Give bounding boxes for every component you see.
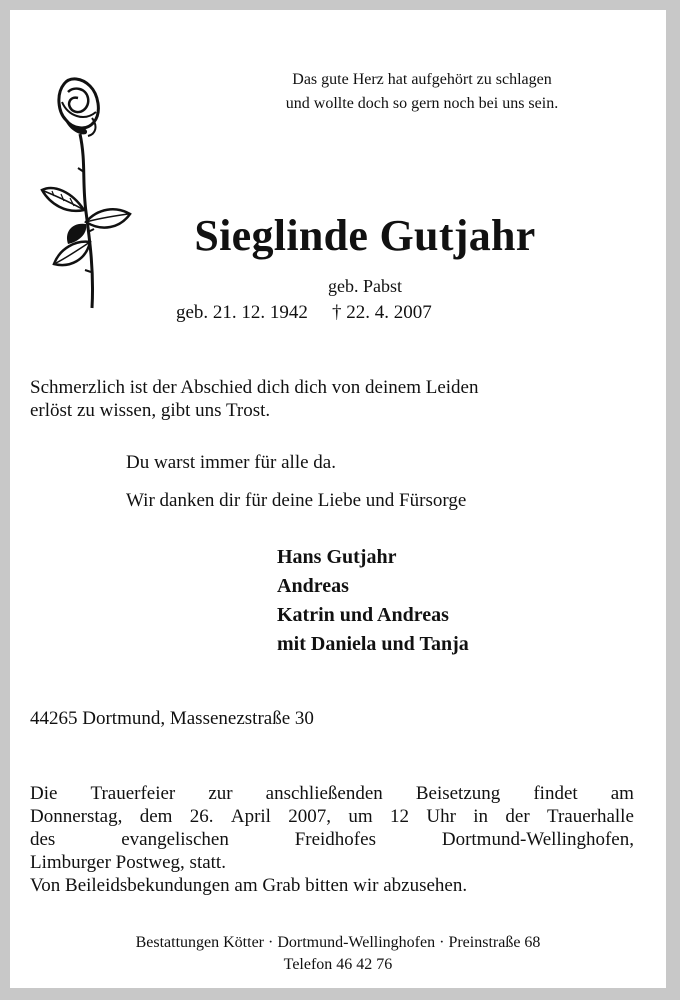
service-word: Trauerhalle [547,806,634,827]
farewell-line: Schmerzlich ist der Abschied dich dich von deinem Leiden [30,377,479,398]
life-dates [176,302,432,324]
motto-line: und wollte doch so gern noch bei uns sein. [285,95,559,112]
service-word: Beisetzung [415,783,501,804]
family-member: mit Daniela und Tanja [277,633,469,655]
family-member: Katrin und Andreas [277,604,449,626]
service-word: 2007, [288,806,332,827]
mourning-address: 44265 Dortmund, Massenezstraße 30 [30,708,314,729]
service-word: April [230,806,271,827]
birth-date: geb. 21. 12. 1942 [176,302,308,323]
service-word: Die [30,783,58,804]
motto-line: Das gute Herz hat aufgehört zu schlagen [292,71,552,88]
service-word: Trauerfeier [90,783,176,804]
service-line [30,782,634,805]
service-word: Donnerstag, [30,806,123,827]
funeral-home-footer [10,932,666,976]
service-word: zur [208,783,233,804]
service-line: Von Beileidsbekundungen am Grab bitten wir abzusehen. [30,875,468,896]
service-line [30,805,634,828]
death-date: † 22. 4. 2007 [331,302,432,323]
motto [232,68,612,116]
service-word: 26. [189,806,214,827]
obituary-notice [10,10,666,988]
family-signatures [277,543,469,659]
service-word: 12 [390,806,410,827]
service-word: findet [533,783,578,804]
service-word: des [30,829,56,850]
service-word: Freidhofes [294,829,376,850]
family-member: Andreas [277,575,349,597]
service-word: in [473,806,489,827]
service-word: der [505,806,530,827]
maiden-name: geb. Pabst [328,276,402,296]
farewell-paragraph [30,376,650,422]
family-member: Hans Gutjahr [277,546,397,568]
funeral-home-line: Bestattungen Kötter · Dortmund-Wellinghofen · Preinstraße 68 [135,934,541,951]
service-line [30,828,634,851]
thanks-line: Wir danken dir für deine Liebe und Fürsorge [126,490,467,511]
service-word: evangelischen [121,829,229,850]
service-word: um [348,806,373,827]
service-word: am [610,783,634,804]
farewell-line: erlöst zu wissen, gibt uns Trost. [30,400,271,421]
rose-icon [36,72,136,312]
service-word: anschließenden [265,783,383,804]
service-word: dem [139,806,173,827]
service-word: Dortmund-Wellinghofen, [441,829,634,850]
service-word: Uhr [426,806,456,827]
funeral-home-phone: Telefon 46 42 76 [283,956,393,973]
deceased-name: Sieglinde Gutjahr [194,211,536,260]
service-line: Limburger Postweg, statt. [30,852,226,873]
funeral-service-text [30,782,634,897]
always-there-line: Du warst immer für alle da. [126,452,336,473]
